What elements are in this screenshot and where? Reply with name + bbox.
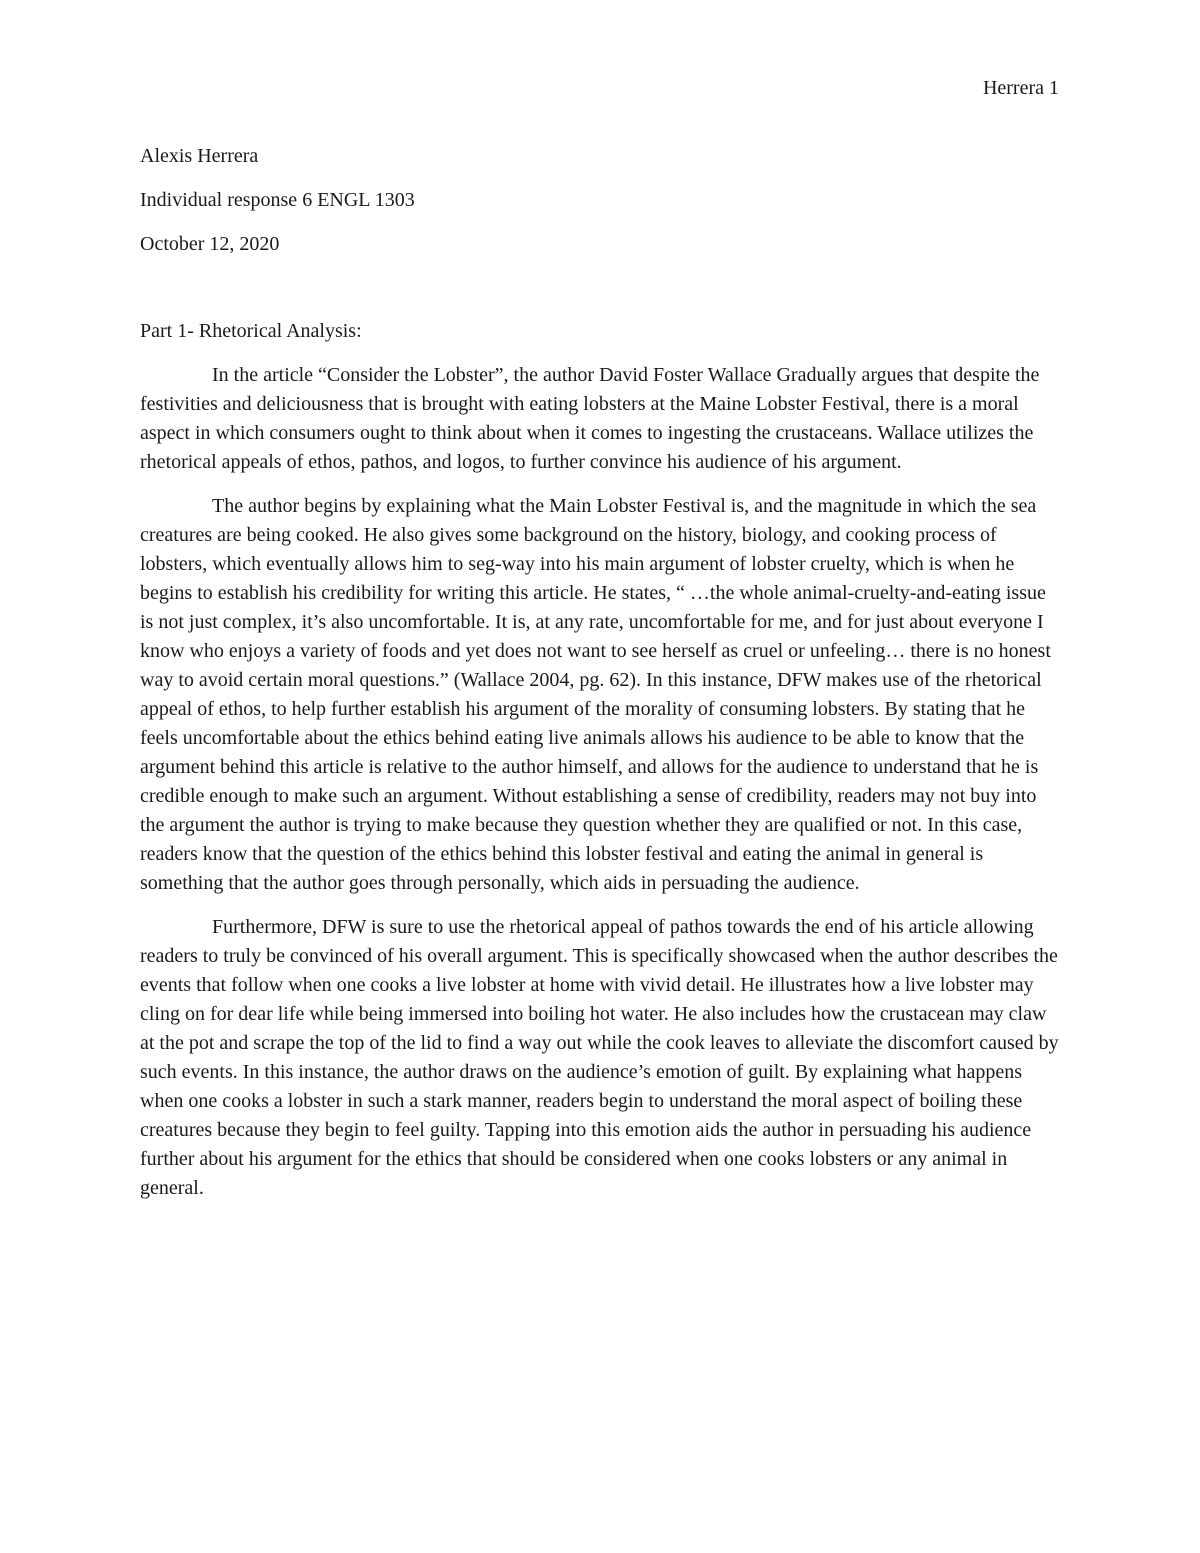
document-body — [140, 142, 1060, 1218]
paragraph-pathos: Furthermore, DFW is sure to use the rhetorical appeal of pathos towards the end of his article allowing readers to truly be convinced of his overall argument. This is specifically showcased when the author describes the events that follow when one cooks a live lobster at home with vivid detail. He illustrates how a live lobster may cling on for dear life while being immersed into boiling hot water. He also includes how the crustacean may claw at the pot and scrape the top of the lid to find a way out while the cook leaves to alleviate the discomfort caused by such events. In this instance, the author draws on the audience’s emotion of guilt. By explaining what happens when one cooks a lobster in such a stark manner, readers begin to understand the moral aspect of boiling these creatures because they begin to feel guilty. Tapping into this emotion aids the author in persuading his audience further about his argument for the ethics that should be considered when one cooks lobsters or any animal in general. — [140, 916, 1059, 1199]
paragraph-intro: In the article “Consider the Lobster”, the author David Foster Wallace Gradually argues that despite the festivities and deliciousness that is brought with eating lobsters at the Maine Lobster Festival, there is a moral aspect in which consumers ought to think about when it comes to ingesting the crustaceans. Wallace utilizes the rhetorical appeals of ethos, pathos, and logos, to further convince his audience of his argument. — [140, 364, 1040, 473]
course-line: Individual response 6 ENGL 1303 — [140, 189, 415, 211]
author-name: Alexis Herrera — [140, 145, 259, 167]
running-head: Herrera 1 — [982, 77, 1059, 99]
paragraph-ethos: The author begins by explaining what the Main Lobster Festival is, and the magnitude in which the sea creatures are being cooked. He also gives some background on the history, biology, and cooking process of lobsters, which eventually allows him to seg-way into his main argument of lobster cruelty, which is when he begins to establish his credibility for writing this article. He states, “ …the whole animal-cruelty-and-eating issue is not just complex, it’s also uncomfortable. It is, at any rate, uncomfortable for me, and for just about everyone I know who enjoys a variety of foods and yet does not want to see herself as cruel or unfeeling… there is no honest way to avoid certain moral questions.” (Wallace 2004, pg. 62). In this instance, DFW makes use of the rhetorical appeal of ethos, to help further establish his argument of the morality of consuming lobsters. By stating that he feels uncomfortable about the ethics behind eating live animals allows his audience to be able to know that the argument behind this article is relative to the author himself, and allows for the audience to understand that he is credible enough to make such an argument. Without establishing a sense of credibility, readers may not buy into the argument the author is trying to make because they question whether they are qualified or not. In this case, readers know that the question of the ethics behind this lobster festival and eating the animal in general is something that the author goes through personally, which aids in persuading the audience. — [140, 495, 1051, 894]
section-title: Part 1- Rhetorical Analysis: — [140, 320, 362, 342]
date-line: October 12, 2020 — [140, 233, 280, 255]
